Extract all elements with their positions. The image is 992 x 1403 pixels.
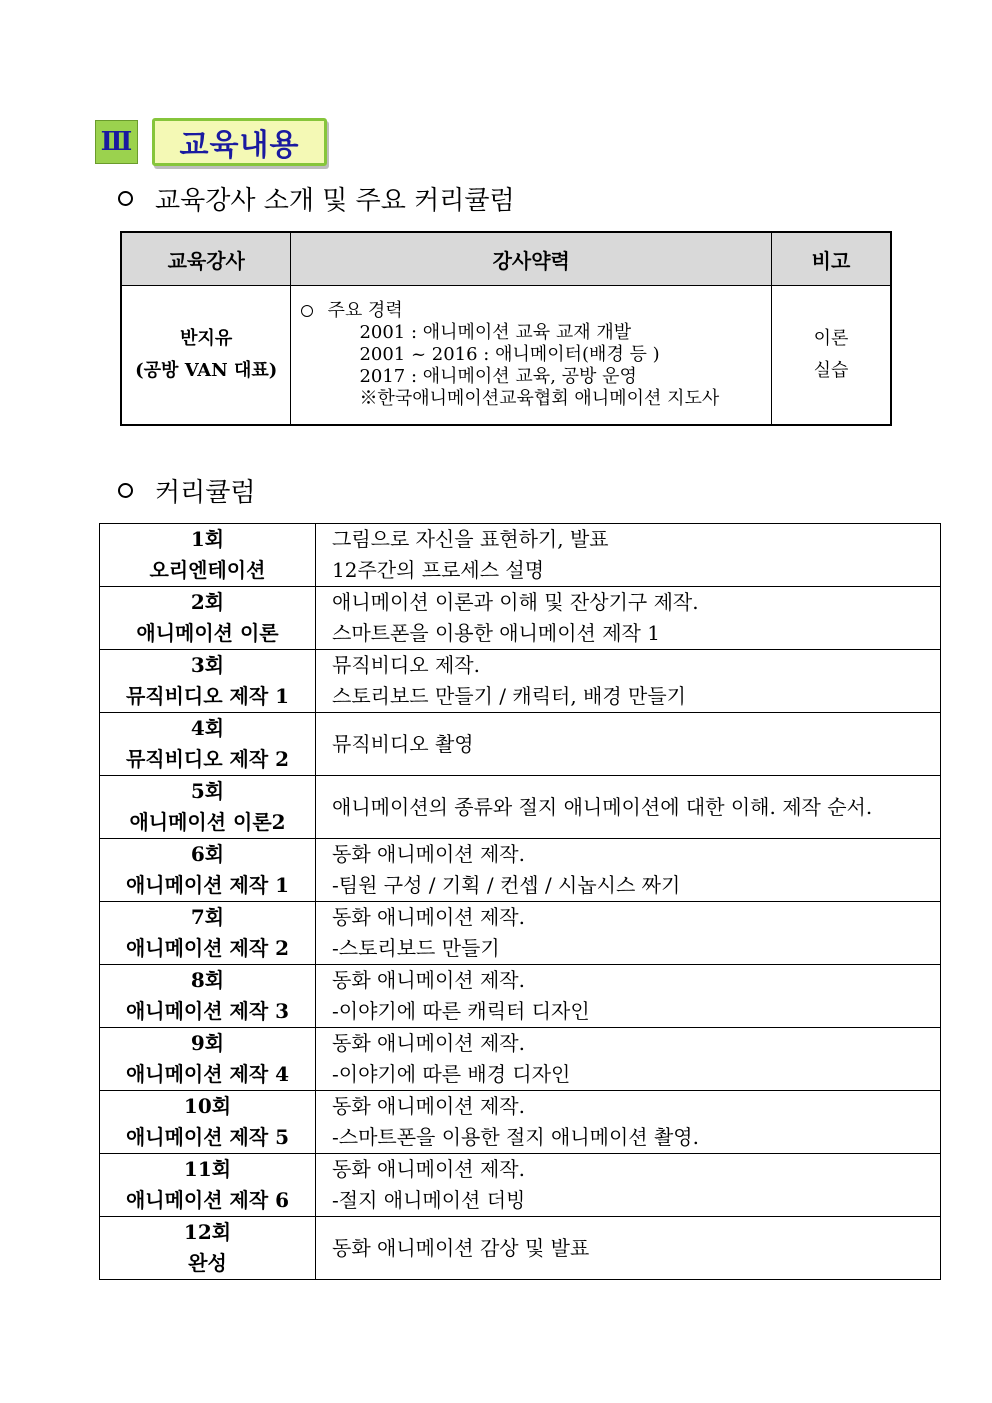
session-number: 10회	[183, 1094, 232, 1118]
session-description-cell	[316, 587, 941, 650]
session-title: 애니메이션 제작 1	[125, 873, 290, 897]
session-description-line: -이야기에 따른 배경 디자인	[332, 1062, 571, 1086]
session-title: 애니메이션 제작 3	[125, 999, 290, 1023]
session-cell	[100, 1091, 316, 1154]
section-number: Ⅲ	[95, 120, 138, 164]
heading-instructor	[118, 180, 515, 217]
session-description-line: 애니메이션 이론과 이해 및 잔상기구 제작.	[332, 590, 699, 614]
session-description-cell	[316, 1217, 941, 1280]
instructor-note-cell	[771, 286, 891, 426]
session-title: 애니메이션 이론2	[129, 810, 286, 834]
header-note: 비고	[771, 232, 891, 286]
session-title: 오리엔테이션	[149, 558, 266, 582]
session-number: 3회	[190, 653, 225, 677]
session-title: 애니메이션 이론	[136, 621, 279, 645]
session-number: 4회	[190, 716, 225, 740]
session-description-line: 12주간의 프로세스 설명	[332, 558, 545, 582]
session-cell	[100, 1217, 316, 1280]
session-description-line: -절지 애니메이션 더빙	[332, 1188, 526, 1212]
section-header	[95, 117, 335, 167]
session-cell	[100, 1154, 316, 1217]
session-title: 뮤직비디오 제작 2	[125, 747, 290, 771]
session-cell	[100, 524, 316, 587]
session-cell	[100, 713, 316, 776]
session-number: 1회	[190, 527, 225, 551]
session-description-line: -팀원 구성 / 기획 / 컨셉 / 시놉시스 짜기	[332, 873, 681, 897]
session-description-line: 동화 애니메이션 감상 및 발표	[332, 1235, 590, 1260]
career-item: ※한국애니메이션교육협회 애니메이션 지도사	[359, 388, 720, 409]
session-number: 8회	[190, 968, 225, 992]
career-item: 2001 : 애니메이션 교육 교재 개발	[359, 322, 632, 343]
session-title: 뮤직비디오 제작 1	[125, 684, 290, 708]
curriculum-row	[100, 902, 941, 965]
session-cell	[100, 1028, 316, 1091]
session-description-cell	[316, 713, 941, 776]
curriculum-row	[100, 587, 941, 650]
session-cell	[100, 839, 316, 902]
curriculum-row	[100, 1217, 941, 1280]
session-cell	[100, 587, 316, 650]
circle-bullet-icon	[301, 305, 313, 317]
session-cell	[100, 776, 316, 839]
session-description-line: 동화 애니메이션 제작.	[332, 842, 525, 866]
circle-bullet-icon	[118, 191, 133, 206]
session-description-line: 동화 애니메이션 제작.	[332, 1094, 525, 1118]
session-description-cell	[316, 776, 941, 839]
session-description-cell	[316, 524, 941, 587]
session-number: 9회	[190, 1031, 225, 1055]
curriculum-row	[100, 524, 941, 587]
session-description-line: 뮤직비디오 촬영	[332, 731, 474, 756]
session-description-line: 뮤직비디오 제작.	[332, 653, 480, 677]
instructor-table-header	[121, 232, 891, 286]
curriculum-row	[100, 776, 941, 839]
instructor-affiliation: (공방 VAN 대표)	[135, 360, 278, 381]
curriculum-row	[100, 839, 941, 902]
section-title: 교육내용	[152, 118, 327, 166]
career-heading	[301, 300, 771, 322]
session-description-cell	[316, 650, 941, 713]
curriculum-row	[100, 650, 941, 713]
session-title: 애니메이션 제작 2	[125, 936, 290, 960]
session-description-line: 동화 애니메이션 제작.	[332, 905, 525, 929]
curriculum-row	[100, 1154, 941, 1217]
note-practice: 실습	[813, 360, 849, 381]
career-item: 2017 : 애니메이션 교육, 공방 운영	[359, 366, 637, 387]
curriculum-row	[100, 1091, 941, 1154]
session-cell	[100, 902, 316, 965]
session-number: 12회	[183, 1220, 232, 1244]
career-item: 2001 ~ 2016 : 애니메이터(배경 등 )	[359, 344, 660, 365]
instructor-name-cell	[121, 286, 291, 426]
session-description-cell	[316, 1154, 941, 1217]
curriculum-table	[99, 523, 941, 1280]
heading-curriculum-text: 커리큘럼	[155, 478, 256, 508]
session-title: 애니메이션 제작 6	[125, 1188, 290, 1212]
session-description-cell	[316, 1091, 941, 1154]
session-number: 11회	[183, 1157, 232, 1181]
session-description-line: 애니메이션의 종류와 절지 애니메이션에 대한 이해. 제작 순서.	[332, 794, 873, 819]
session-title: 완성	[188, 1251, 227, 1275]
session-number: 6회	[190, 842, 225, 866]
session-description-line: 그림으로 자신을 표현하기, 발표	[332, 527, 609, 551]
session-description-line: -스마트폰을 이용한 절지 애니메이션 촬영.	[332, 1125, 699, 1149]
note-theory: 이론	[813, 328, 849, 349]
session-title: 애니메이션 제작 5	[125, 1125, 290, 1149]
curriculum-row	[100, 965, 941, 1028]
career-title: 주요 경력	[327, 300, 403, 321]
session-number: 7회	[190, 905, 225, 929]
session-description-line: -이야기에 따른 캐릭터 디자인	[332, 999, 590, 1023]
session-description-line: -스토리보드 만들기	[332, 936, 500, 960]
circle-bullet-icon	[118, 483, 133, 498]
instructor-name: 반지유	[180, 328, 233, 349]
session-cell	[100, 965, 316, 1028]
curriculum-row	[100, 713, 941, 776]
session-description-cell	[316, 1028, 941, 1091]
instructor-row	[121, 286, 891, 426]
heading-curriculum	[118, 472, 255, 509]
curriculum-row	[100, 1028, 941, 1091]
session-description-cell	[316, 902, 941, 965]
session-description-cell	[316, 839, 941, 902]
header-career: 강사약력	[291, 232, 772, 286]
session-title: 애니메이션 제작 4	[125, 1062, 290, 1086]
header-instructor: 교육강사	[121, 232, 291, 286]
session-description-line: 스마트폰을 이용한 애니메이션 제작 1	[332, 621, 660, 645]
session-description-line: 동화 애니메이션 제작.	[332, 968, 525, 992]
session-number: 2회	[190, 590, 225, 614]
session-cell	[100, 650, 316, 713]
instructor-table	[120, 231, 892, 426]
session-description-line: 동화 애니메이션 제작.	[332, 1031, 525, 1055]
heading-instructor-text: 교육강사 소개 및 주요 커리큘럼	[155, 186, 515, 216]
session-description-cell	[316, 965, 941, 1028]
session-description-line: 동화 애니메이션 제작.	[332, 1157, 525, 1181]
session-description-line: 스토리보드 만들기 / 캐릭터, 배경 만들기	[332, 684, 687, 708]
instructor-career-cell	[291, 286, 772, 426]
session-number: 5회	[190, 779, 225, 803]
